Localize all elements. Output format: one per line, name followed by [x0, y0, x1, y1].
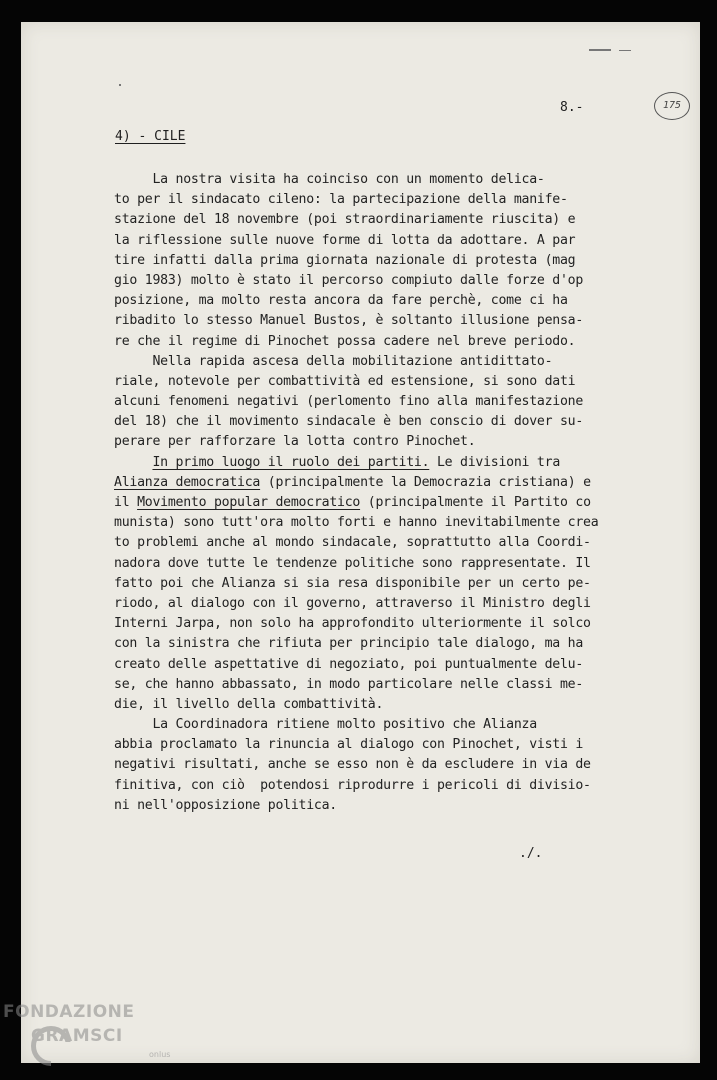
text-segment: creato delle aspettative di negoziato, poi puntualmente delu- — [114, 656, 584, 672]
text-line — [114, 432, 614, 452]
text-line — [114, 170, 614, 190]
text-segment: Interni Jarpa, non solo ha approfondito ulteriormente il solco — [114, 616, 591, 632]
archive-stamp: 175 — [654, 92, 690, 120]
text-line — [114, 594, 614, 614]
text-line — [114, 614, 614, 634]
scan-mark — [589, 49, 611, 51]
text-line — [114, 190, 614, 210]
text-segment: posizione, ma molto resta ancora da fare perchè, come ci ha — [114, 293, 568, 309]
text-segment: il — [114, 495, 138, 510]
text-line — [114, 755, 614, 775]
text-line — [114, 251, 614, 271]
text-segment: con la sinistra che rifiuta per principio tale dialogo, ma ha — [114, 636, 584, 652]
text-line — [114, 311, 614, 331]
text-line — [114, 372, 614, 392]
text-segment: del 18) che il movimento sindacale è ben conscio di dover su- — [114, 414, 584, 430]
text-segment: finitiva, con ciò potendosi riprodurre i pericoli di divisio- — [114, 777, 591, 793]
text-segment: Nella rapida ascesa della mobilitazione antidittato- — [114, 353, 553, 369]
text-segment: alcuni fenomeni negativi (perlomento fino alla manifestazione — [114, 394, 584, 410]
text-segment: re che il regime di Pinochet possa cadere nel breve periodo. — [114, 333, 576, 349]
text-line — [114, 796, 614, 816]
text-segment: riodo, al dialogo con il governo, attraverso il Ministro degli — [114, 595, 591, 611]
section-heading: 4) - CILE — [115, 129, 186, 144]
text-line — [114, 735, 614, 755]
text-segment: La Coordinadora ritiene molto positivo che Alianza — [114, 717, 537, 733]
text-line — [114, 574, 614, 594]
scan-mark — [119, 84, 121, 86]
watermark-line1: FONDAZIONE — [3, 1002, 135, 1022]
text-segment: stazione del 18 novembre (poi straordinariamente riuscita) e — [114, 212, 576, 228]
text-line — [114, 695, 614, 715]
body-text — [114, 170, 614, 816]
text-line — [114, 392, 614, 412]
text-segment: ni nell'opposizione politica. — [114, 797, 337, 813]
text-segment: fatto poi che Alianza si sia resa disponibile per un certo pe- — [114, 575, 591, 591]
text-segment: gio 1983) molto è stato il percorso compiuto dalle forze d'op — [114, 272, 584, 288]
text-line — [114, 554, 614, 574]
text-line — [114, 675, 614, 695]
text-line — [114, 332, 614, 352]
text-line — [114, 533, 614, 553]
text-segment: (principalmente la Democrazia cristiana) e — [260, 474, 591, 490]
watermark-line3: onlus — [149, 1050, 171, 1059]
text-line — [114, 776, 614, 796]
watermark-logo — [3, 1002, 171, 1059]
page-number: 8.- — [560, 100, 584, 115]
watermark-line2: GRAMSCI — [31, 1026, 123, 1046]
continuation-mark: ./. — [519, 846, 543, 861]
text-line — [114, 231, 614, 251]
text-line — [114, 453, 614, 473]
text-line — [114, 715, 614, 735]
text-line — [114, 655, 614, 675]
text-segment: munista) sono tutt'ora molto forti e hanno inevitabilmente crea — [114, 515, 599, 531]
text-segment: perare per rafforzare la lotta contro Pinochet. — [114, 434, 476, 450]
text-segment: nadora dove tutte le tendenze politiche sono rappresentate. Il — [114, 555, 591, 571]
text-segment: negativi risultati, anche se esso non è da escludere in via de — [114, 757, 591, 773]
text-line — [114, 271, 614, 291]
text-line — [114, 412, 614, 432]
text-segment: tire infatti dalla prima giornata nazionale di protesta (mag — [114, 252, 576, 268]
text-segment: abbia proclamato la rinuncia al dialogo con Pinochet, visti i — [114, 737, 584, 753]
text-segment: die, il livello della combattività. — [114, 696, 384, 712]
text-line — [114, 352, 614, 372]
text-line — [114, 291, 614, 311]
text-line — [114, 513, 614, 533]
text-segment: (principalmente il Partito co — [360, 495, 591, 510]
text-segment: riale, notevole per combattività ed estensione, si sono dati — [114, 373, 576, 389]
text-segment: La nostra visita ha coinciso con un momento delica- — [114, 172, 545, 187]
scan-mark — [619, 50, 631, 51]
text-segment: la riflessione sulle nuove forme di lotta da adottare. A par — [114, 232, 576, 248]
text-line — [114, 210, 614, 230]
text-segment: to problemi anche al mondo sindacale, soprattutto alla Coordi- — [114, 535, 591, 551]
text-line — [114, 493, 614, 513]
text-segment: Le divisioni tra — [429, 454, 561, 470]
text-segment — [114, 455, 152, 470]
text-segment: to per il sindacato cileno: la partecipazione della manife- — [114, 192, 568, 208]
text-line — [114, 473, 614, 493]
text-segment: se, che hanno abbassato, in modo particolare nelle classi me- — [114, 676, 584, 692]
underlined-phrase: In primo luogo il ruolo dei partiti. — [152, 454, 430, 470]
underlined-phrase: Movimento popular democratico — [137, 495, 361, 510]
text-segment: ribadito lo stesso Manuel Bustos, è soltanto illusione pensa- — [114, 313, 584, 329]
underlined-phrase: Alianza democratica — [114, 474, 261, 490]
text-line — [114, 634, 614, 654]
